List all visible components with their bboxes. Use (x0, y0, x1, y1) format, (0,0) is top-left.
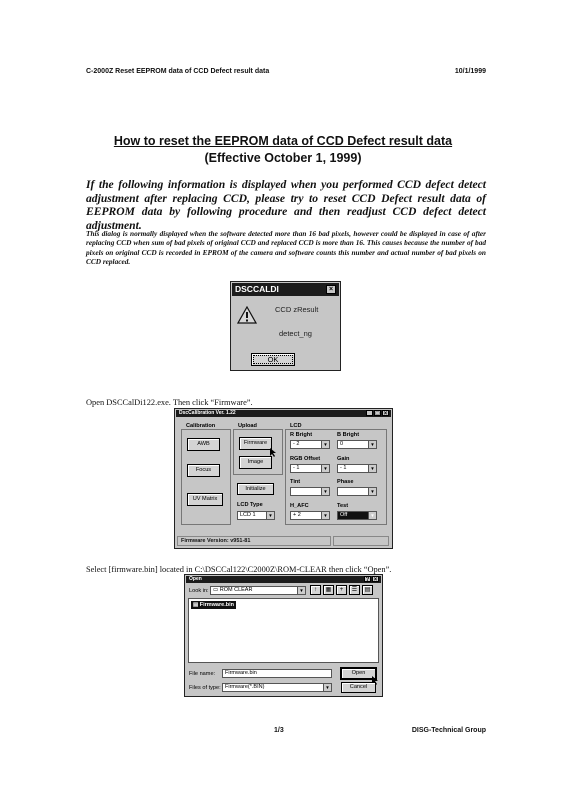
uv-matrix-button[interactable]: UV Matrix (187, 493, 223, 506)
gain-select[interactable]: - 1 ▼ (337, 464, 377, 473)
initialize-button[interactable]: Initialize (237, 483, 274, 495)
calibration-title: DscCalibration Ver. 1.22 (179, 410, 236, 416)
folder-icon: ▭ (213, 587, 220, 593)
cancel-button[interactable]: Cancel (341, 682, 376, 693)
lcd-type-select[interactable]: LCD 1 ▼ (237, 511, 275, 520)
minimize-icon[interactable]: _ (367, 411, 372, 417)
alert-dialog (230, 281, 341, 371)
step1-text: Open DSCCalDi122.exe. Then click “Firmware”. (86, 398, 253, 407)
lcd-group-label: LCD (290, 423, 302, 429)
chevron-down-icon: ▼ (321, 488, 329, 495)
chevron-down-icon: ▼ (323, 684, 331, 691)
close-icon[interactable]: × (383, 411, 388, 417)
chevron-down-icon: ▼ (321, 512, 329, 519)
awb-button[interactable]: AWB (187, 438, 220, 451)
rgb-offset-select[interactable]: - 1 ▼ (290, 464, 330, 473)
step2-text: Select [firmware.bin] located in C:\DSCCal122\C2000Z\ROM-CLEAR then click “Open”. (86, 565, 392, 574)
header-left: C-2000Z Reset EEPROM data of CCD Defect result data (86, 68, 270, 75)
chevron-down-icon: ▼ (368, 488, 376, 495)
lead-paragraph: If the following information is displayed when you performed CCD defect detect adjustment after replacing CCD, please try to reset CCD Defect result data of EEPROM data by following procedure and then readjust CCD defect detect adjustment. (86, 178, 486, 232)
page-title: How to reset the EEPROM data of CCD Defect result data (113, 134, 453, 148)
status-bar-pane (333, 536, 389, 546)
h-afc-select[interactable]: + 2 ▼ (290, 511, 330, 520)
chevron-down-icon: ▼ (368, 465, 376, 472)
b-bright-select[interactable]: 0 ▼ (337, 440, 377, 449)
desktop-icon[interactable]: ▦ (323, 585, 334, 595)
file-type-select[interactable]: Firmware(*.BIN) ▼ (222, 683, 332, 692)
alert-title: DSCCALDI (235, 284, 279, 294)
close-icon[interactable]: × (326, 285, 336, 294)
r-bright-select[interactable]: - 2 ▼ (290, 440, 330, 449)
up-folder-icon[interactable]: ↑ (310, 585, 321, 595)
rgb-offset-label: RGB Offset (290, 456, 321, 462)
open-dialog (184, 574, 383, 697)
tint-label: Tint (290, 479, 301, 485)
chevron-down-icon: ▼ (297, 587, 305, 594)
chevron-down-icon: ▼ (321, 465, 329, 472)
gain-label: Gain (337, 456, 350, 462)
chevron-down-icon: ▼ (266, 512, 274, 519)
file-icon: ▤ (193, 602, 200, 608)
file-type-label: Files of type: (189, 685, 221, 691)
note-paragraph: This dialog is normally displayed when the software detected more than 16 bad pixels, however could be displayed in case of after replacing CCD when sum of bad pixels of original CCD and replaced CCD is more than 16. This causes because the number of bad pixels on original CCD is recorded in EPROM of the camera and software counts this number and actual number of bad pixels on CCD replaced. (86, 229, 486, 267)
chevron-down-icon: ▼ (368, 441, 376, 448)
r-bright-label: R Bright (290, 432, 313, 438)
alert-message-line2: detect_ng (279, 329, 312, 338)
image-button[interactable]: Image (239, 456, 272, 469)
file-list (188, 598, 379, 663)
open-title: Open (189, 576, 202, 582)
alert-message-line1: CCD zResult (275, 305, 319, 314)
chevron-down-icon: ▼ (368, 512, 376, 519)
look-in-label: Look in: (189, 588, 209, 594)
details-view-icon[interactable]: ▤ (362, 585, 373, 595)
test-select[interactable]: Off ▼ (337, 511, 377, 520)
new-folder-icon[interactable]: + (336, 585, 347, 595)
calibration-window (174, 408, 393, 549)
warning-icon (237, 306, 257, 324)
open-title-bar (186, 576, 381, 583)
page-subtitle: (Effective October 1, 1999) (204, 151, 362, 165)
file-name-input[interactable]: Firmware.bin (222, 669, 332, 678)
chevron-down-icon: ▼ (321, 441, 329, 448)
list-item[interactable]: ▤ Firmware.bin (193, 602, 234, 608)
maximize-icon[interactable]: □ (375, 411, 380, 417)
test-label: Test (337, 503, 349, 509)
list-view-icon[interactable]: ☰ (349, 585, 360, 595)
phase-select[interactable] (337, 487, 377, 496)
lcd-type-label: LCD Type (237, 502, 263, 508)
help-icon[interactable]: ? (365, 577, 370, 583)
h-afc-label: H_AFC (290, 503, 309, 509)
tint-select[interactable] (290, 487, 330, 496)
ok-button[interactable]: OK (251, 353, 295, 366)
alert-title-bar (232, 283, 339, 296)
b-bright-label: B Bright (337, 432, 360, 438)
calibration-group-label: Calibration (186, 423, 216, 429)
look-in-select[interactable]: ▭ ROM CLEAR ▼ (210, 586, 306, 595)
header-date: 10/1/1999 (454, 68, 486, 75)
file-name-label: File name: (189, 671, 216, 677)
focus-button[interactable]: Focus (187, 464, 220, 477)
status-bar: Firmware Version: v951-81 (177, 536, 331, 546)
firmware-button[interactable]: Firmware (239, 437, 272, 450)
open-button[interactable]: Open (341, 668, 376, 679)
footer-group: DISG-Technical Group (411, 727, 486, 734)
phase-label: Phase (337, 479, 354, 485)
calibration-title-bar (176, 410, 391, 417)
page-number: 1/3 (274, 727, 284, 734)
upload-group-label: Upload (238, 423, 257, 429)
close-icon[interactable]: × (373, 577, 378, 583)
